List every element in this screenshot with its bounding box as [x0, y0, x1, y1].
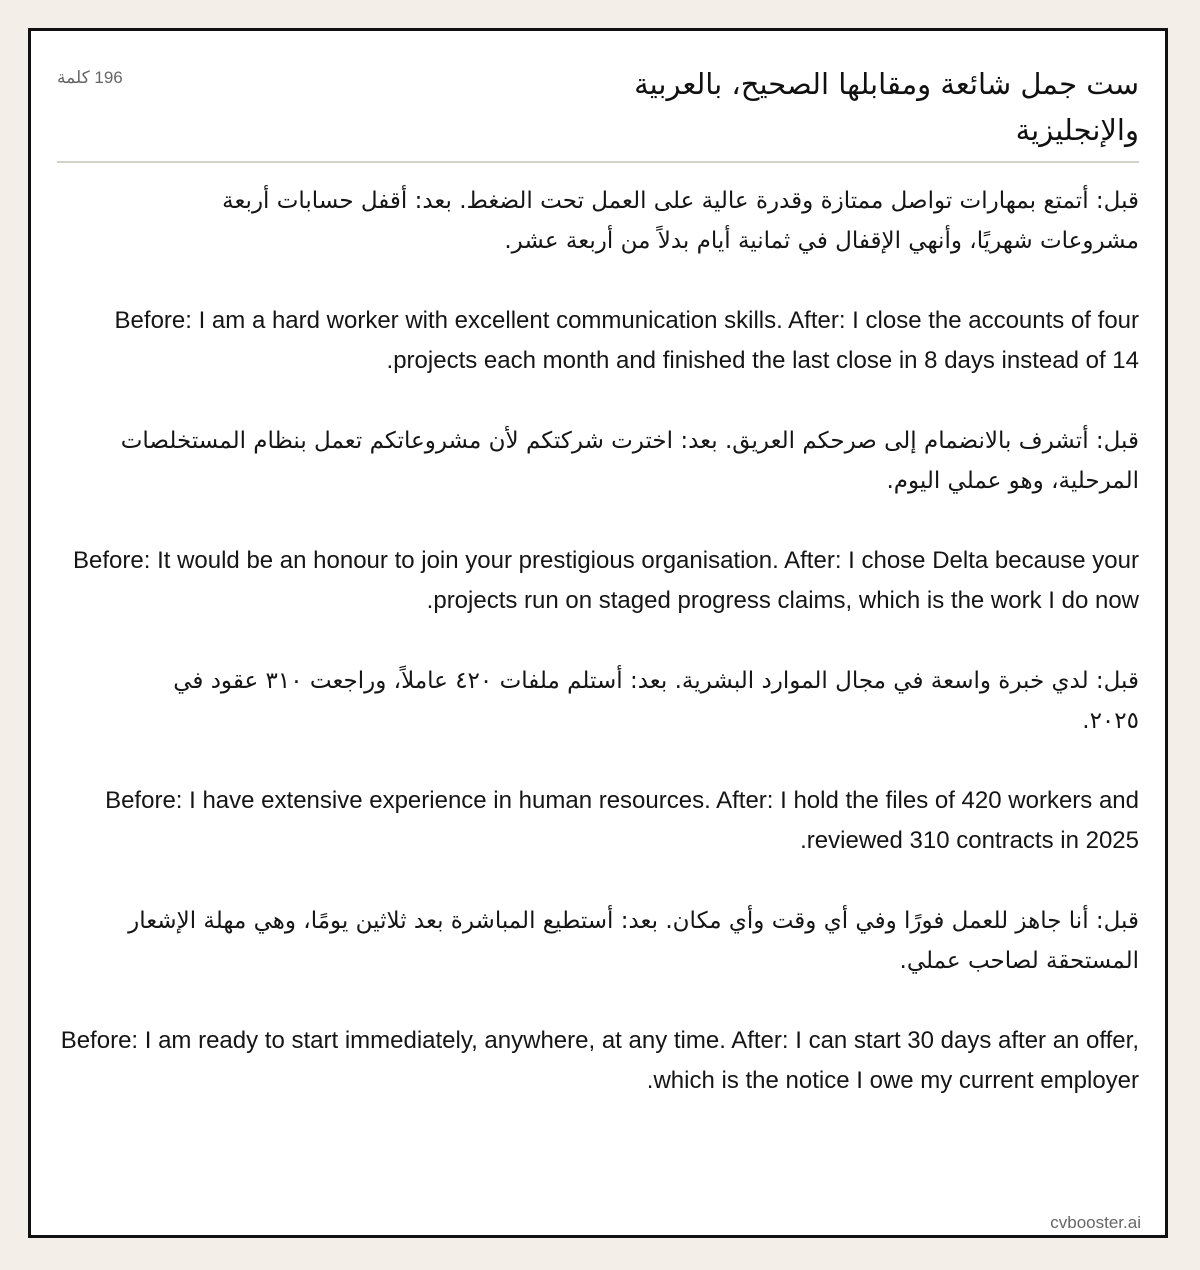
document-card — [28, 28, 1168, 1238]
paragraph-ar-2: قبل: أتشرف بالانضمام إلى صرحكم العريق. بعد: اخترت شركتكم لأن مشروعاتكم تعمل بنظام المستخلصات المرحلية، وهو عملي اليوم. — [120, 428, 1139, 494]
document-body — [57, 181, 1139, 1141]
paragraph-en-3: Before: I have extensive experience in human resources. After: I hold the files of 420 workers and reviewed 310 contracts in 2025. — [105, 787, 1139, 854]
paragraph-ar-4: قبل: أنا جاهز للعمل فورًا وفي أي وقت وأي مكان. بعد: أستطيع المباشرة بعد ثلاثين يومًا، وهي مهلة الإشعار المستحقة لصاحب عملي. — [128, 908, 1139, 974]
paragraph-en-4: Before: I am ready to start immediately, anywhere, at any time. After: I can start 30 days after an offer, which is the notice I owe my current employer. — [60, 1027, 1139, 1094]
word-count: 196 كلمة — [57, 68, 123, 87]
document-title: ست جمل شائعة ومقابلها الصحيح، بالعربية والإنجليزية — [634, 67, 1139, 147]
paragraph-en-1: Before: I am a hard worker with excellent communication skills. After: I close the accounts of four projects each month and finished the last close in 8 days instead of 14. — [114, 307, 1139, 374]
footer-brand: cvbooster.ai — [1050, 1213, 1141, 1232]
paragraph-en-2: Before: It would be an honour to join your prestigious organisation. After: I chose Delta because your projects run on staged progress claims, which is the work I do now. — [73, 547, 1139, 614]
paragraph-ar-1: قبل: أتمتع بمهارات تواصل ممتازة وقدرة عالية على العمل تحت الضغط. بعد: أقفل حسابات أربعة مشروعات شهريًا، وأنهي الإقفال في ثمانية أيام بدلاً من أربعة عشر. — [222, 188, 1139, 254]
document-header — [57, 57, 1139, 163]
paragraph-ar-3: قبل: لدي خبرة واسعة في مجال الموارد البشرية. بعد: أستلم ملفات ٤٢٠ عاملاً، وراجعت ٣١٠ عقود في ٢٠٢٥. — [173, 668, 1139, 734]
